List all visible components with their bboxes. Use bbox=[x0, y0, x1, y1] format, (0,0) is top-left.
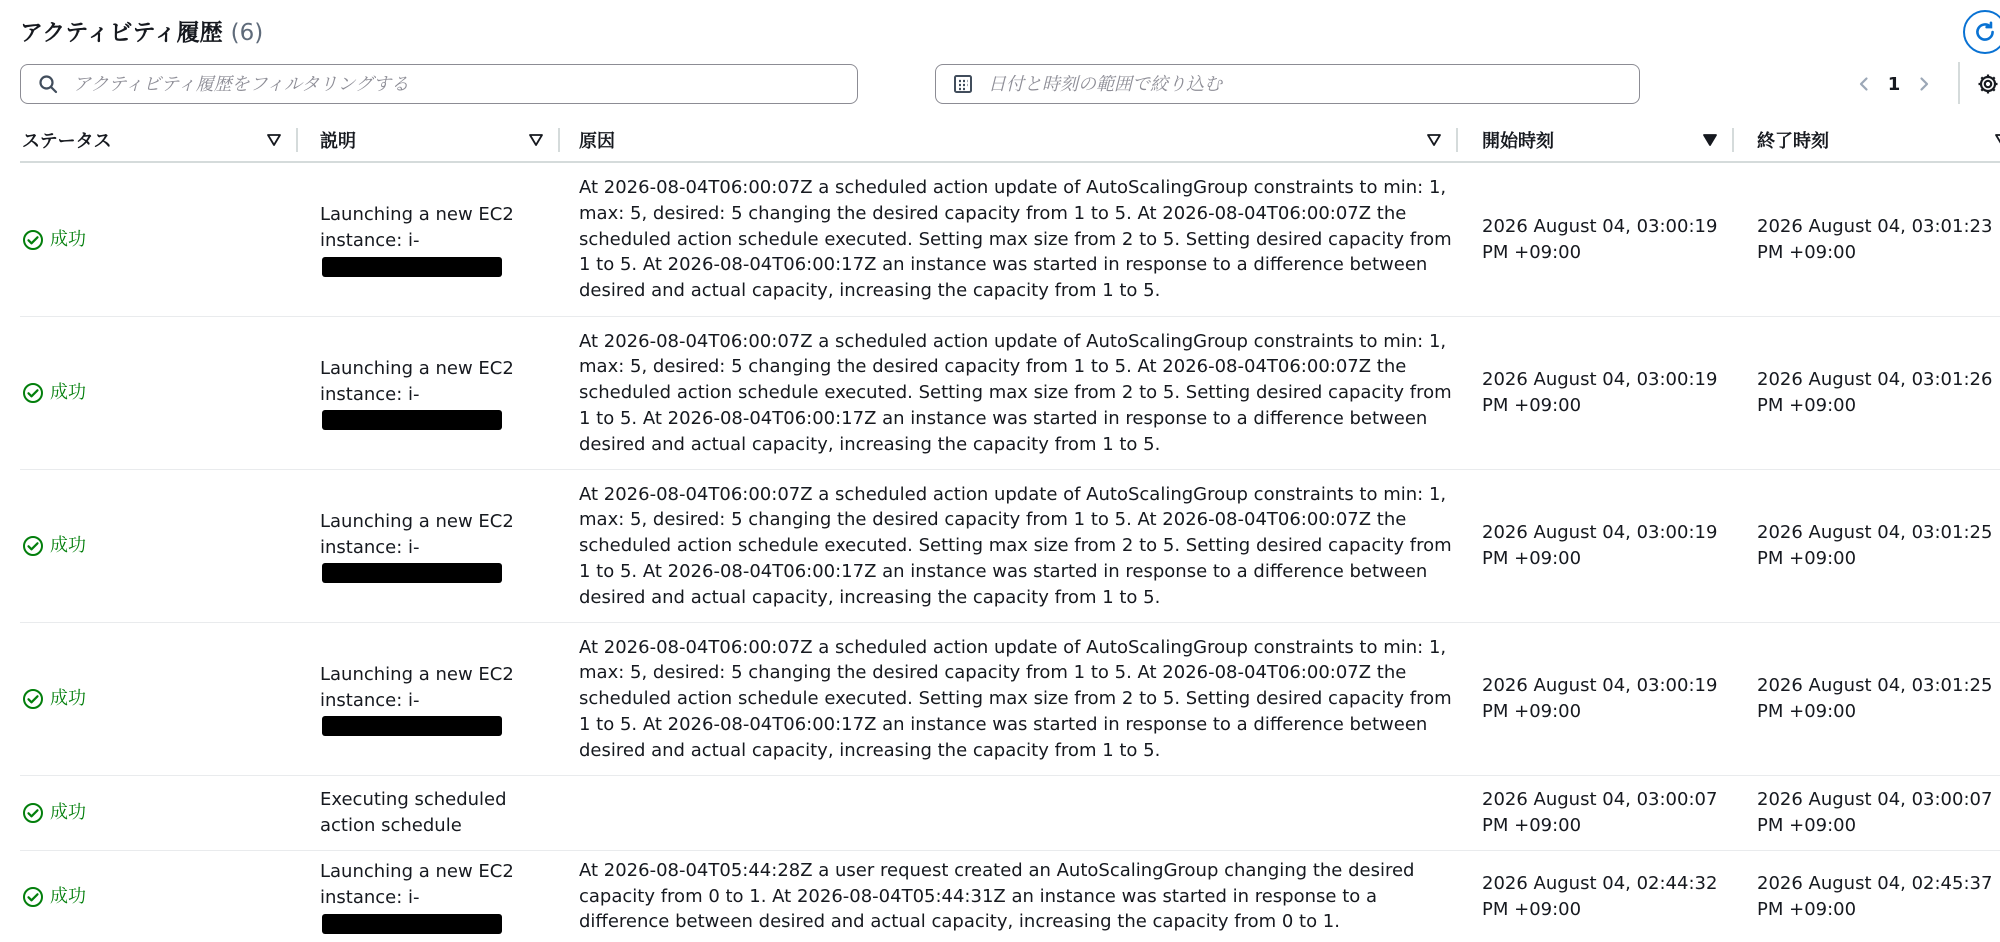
description-cell bbox=[320, 623, 520, 775]
column-header-label: 終了時刻 bbox=[1757, 131, 1829, 152]
description-text: Launching a new EC2 instance: i- bbox=[320, 204, 514, 251]
chevron-right-icon bbox=[1916, 76, 1932, 92]
cause-cell bbox=[579, 776, 1459, 850]
description-cell bbox=[320, 851, 520, 942]
start-time-text: 2026 August 04, 03:00:19 PM +09:00 bbox=[1482, 215, 1718, 263]
end-time-cell bbox=[1757, 163, 1997, 316]
column-header-end-time[interactable] bbox=[1757, 118, 2000, 162]
end-time-cell bbox=[1757, 623, 1997, 775]
table-settings-button[interactable] bbox=[1972, 68, 2000, 100]
refresh-button[interactable] bbox=[1963, 10, 2000, 54]
next-page-button[interactable] bbox=[1908, 68, 1940, 100]
redacted-instance-id bbox=[322, 563, 502, 583]
column-header-start-time[interactable] bbox=[1482, 118, 1732, 162]
column-header-cause[interactable] bbox=[579, 118, 1456, 162]
column-header-label: ステータス bbox=[22, 131, 112, 152]
description-cell bbox=[320, 470, 520, 622]
cause-cell bbox=[579, 163, 1459, 316]
redacted-instance-id bbox=[322, 257, 502, 277]
status-text: 成功 bbox=[50, 885, 86, 907]
table-row bbox=[20, 470, 2000, 623]
date-range-input[interactable] bbox=[986, 64, 1639, 104]
description-text: Executing scheduled action schedule bbox=[320, 789, 507, 836]
success-check-icon bbox=[22, 886, 44, 908]
description-text: Launching a new EC2 instance: i- bbox=[320, 510, 514, 558]
column-header-description[interactable] bbox=[320, 118, 558, 162]
sort-caret-icon[interactable] bbox=[266, 132, 282, 148]
table-row bbox=[20, 623, 2000, 776]
status-cell bbox=[22, 163, 292, 316]
pagination bbox=[1848, 68, 1940, 100]
success-check-icon bbox=[22, 382, 44, 404]
end-time-cell bbox=[1757, 470, 1997, 622]
cause-text: At 2026-08-04T06:00:07Z a scheduled action update of AutoScalingGroup constraints to min: 1, max: 5, desired: 5 changing the desired capacity from 1 to 5. At 2026-08-04T06:00:07Z the scheduled action schedule executed. Setting max size from 2 to 5. Setting desired capacity from 1 to 5. At 2026-08-04T06:00:17Z an instance was started in response to a difference between desired and actual capacity, increasing the capacity from 1 to 5. bbox=[579, 330, 1452, 455]
column-header-label: 開始時刻 bbox=[1482, 131, 1554, 152]
start-time-text: 2026 August 04, 02:44:32 PM +09:00 bbox=[1482, 872, 1718, 920]
start-time-cell bbox=[1482, 163, 1722, 316]
calendar-icon bbox=[950, 71, 976, 97]
redacted-instance-id bbox=[322, 410, 502, 430]
end-time-cell bbox=[1757, 317, 1997, 469]
status-cell bbox=[22, 317, 292, 469]
gear-icon bbox=[1976, 72, 2000, 96]
cause-text: At 2026-08-04T05:44:28Z a user request created an AutoScalingGroup changing the desired capacity from 0 to 1. At 2026-08-04T05:44:31Z an instance was started in response to a difference between desired and actual capacity, increasing the capacity from 0 to 1. bbox=[579, 859, 1415, 933]
description-cell bbox=[320, 163, 520, 316]
success-check-icon bbox=[22, 229, 44, 251]
activity-filter-input[interactable] bbox=[71, 64, 857, 104]
start-time-cell bbox=[1482, 317, 1722, 469]
table-header bbox=[20, 118, 2000, 162]
status-cell bbox=[22, 623, 292, 775]
description-text: Launching a new EC2 instance: i- bbox=[320, 663, 514, 711]
start-time-cell bbox=[1482, 470, 1722, 622]
activity-filter-field[interactable] bbox=[20, 64, 858, 104]
column-header-label: 説明 bbox=[320, 131, 356, 152]
end-time-text: 2026 August 04, 03:00:07 PM +09:00 bbox=[1757, 789, 1993, 836]
cause-cell bbox=[579, 851, 1459, 942]
status-text: 成功 bbox=[50, 688, 86, 710]
cause-cell bbox=[579, 470, 1459, 622]
description-cell bbox=[320, 776, 520, 850]
status-cell bbox=[22, 776, 292, 850]
pagination-divider bbox=[1958, 62, 1960, 104]
column-header-label: 原因 bbox=[579, 131, 615, 152]
sort-caret-icon[interactable] bbox=[1426, 132, 1442, 148]
end-time-cell bbox=[1757, 851, 1997, 942]
cause-text: At 2026-08-04T06:00:07Z a scheduled action update of AutoScalingGroup constraints to min: 1, max: 5, desired: 5 changing the desired capacity from 1 to 5. At 2026-08-04T06:00:07Z the scheduled action schedule executed. Setting max size from 2 to 5. Setting desired capacity from 1 to 5. At 2026-08-04T06:00:17Z an instance was started in response to a difference between desired and actual capacity, increasing the capacity from 1 to 5. bbox=[579, 177, 1452, 302]
success-check-icon bbox=[22, 535, 44, 557]
end-time-text: 2026 August 04, 03:01:23 PM +09:00 bbox=[1757, 215, 1993, 263]
start-time-cell bbox=[1482, 623, 1722, 775]
start-time-cell bbox=[1482, 851, 1722, 942]
column-divider[interactable] bbox=[296, 128, 298, 152]
table-row bbox=[20, 317, 2000, 470]
start-time-cell bbox=[1482, 776, 1722, 850]
sort-caret-icon[interactable] bbox=[1994, 132, 2000, 148]
status-text: 成功 bbox=[50, 228, 86, 250]
end-time-text: 2026 August 04, 02:45:37 PM +09:00 bbox=[1757, 872, 1993, 920]
description-text: Launching a new EC2 instance: i- bbox=[320, 357, 514, 405]
refresh-icon bbox=[1972, 19, 1998, 45]
end-time-text: 2026 August 04, 03:01:25 PM +09:00 bbox=[1757, 675, 1993, 722]
activity-count: (6) bbox=[230, 20, 264, 46]
sort-descending-icon[interactable] bbox=[1702, 132, 1718, 148]
end-time-cell bbox=[1757, 776, 1997, 850]
table-row bbox=[20, 851, 2000, 942]
status-cell bbox=[22, 851, 292, 942]
redacted-instance-id bbox=[322, 914, 502, 934]
start-time-text: 2026 August 04, 03:00:19 PM +09:00 bbox=[1482, 522, 1718, 569]
current-page-number[interactable]: 1 bbox=[1887, 73, 1901, 95]
cause-cell bbox=[579, 623, 1459, 775]
description-text: Launching a new EC2 instance: i- bbox=[320, 861, 514, 908]
chevron-left-icon bbox=[1856, 76, 1872, 92]
page-title bbox=[20, 14, 263, 47]
end-time-text: 2026 August 04, 03:01:25 PM +09:00 bbox=[1757, 522, 1993, 569]
column-header-status[interactable] bbox=[22, 118, 296, 162]
column-divider[interactable] bbox=[1456, 128, 1458, 152]
start-time-text: 2026 August 04, 03:00:07 PM +09:00 bbox=[1482, 789, 1718, 836]
status-cell bbox=[22, 470, 292, 622]
success-check-icon bbox=[22, 688, 44, 710]
cause-text: At 2026-08-04T06:00:07Z a scheduled action update of AutoScalingGroup constraints to min: 1, max: 5, desired: 5 changing the desired capacity from 1 to 5. At 2026-08-04T06:00:07Z the scheduled action schedule executed. Setting max size from 2 to 5. Setting desired capacity from 1 to 5. At 2026-08-04T06:00:17Z an instance was started in response to a difference between desired and actual capacity, increasing the capacity from 1 to 5. bbox=[579, 483, 1452, 608]
search-icon bbox=[35, 71, 61, 97]
status-text: 成功 bbox=[50, 802, 86, 824]
status-text: 成功 bbox=[50, 535, 86, 557]
table-row bbox=[20, 776, 2000, 851]
previous-page-button[interactable] bbox=[1848, 68, 1880, 100]
column-divider[interactable] bbox=[558, 128, 560, 152]
status-text: 成功 bbox=[50, 382, 86, 404]
date-range-filter[interactable] bbox=[935, 64, 1640, 104]
description-cell bbox=[320, 317, 520, 469]
start-time-text: 2026 August 04, 03:00:19 PM +09:00 bbox=[1482, 675, 1718, 722]
start-time-text: 2026 August 04, 03:00:19 PM +09:00 bbox=[1482, 369, 1718, 416]
redacted-instance-id bbox=[322, 716, 502, 736]
page-title-text: アクティビティ履歴 bbox=[20, 20, 223, 46]
column-divider[interactable] bbox=[1732, 128, 1734, 152]
success-check-icon bbox=[22, 802, 44, 824]
cause-text: At 2026-08-04T06:00:07Z a scheduled action update of AutoScalingGroup constraints to min: 1, max: 5, desired: 5 changing the desired capacity from 1 to 5. At 2026-08-04T06:00:07Z the scheduled action schedule executed. Setting max size from 2 to 5. Setting desired capacity from 1 to 5. At 2026-08-04T06:00:17Z an instance was started in response to a difference between desired and actual capacity, increasing the capacity from 1 to 5. bbox=[579, 636, 1452, 761]
sort-caret-icon[interactable] bbox=[528, 132, 544, 148]
cause-cell bbox=[579, 317, 1459, 469]
table-row bbox=[20, 163, 2000, 317]
end-time-text: 2026 August 04, 03:01:26 PM +09:00 bbox=[1757, 369, 1993, 416]
